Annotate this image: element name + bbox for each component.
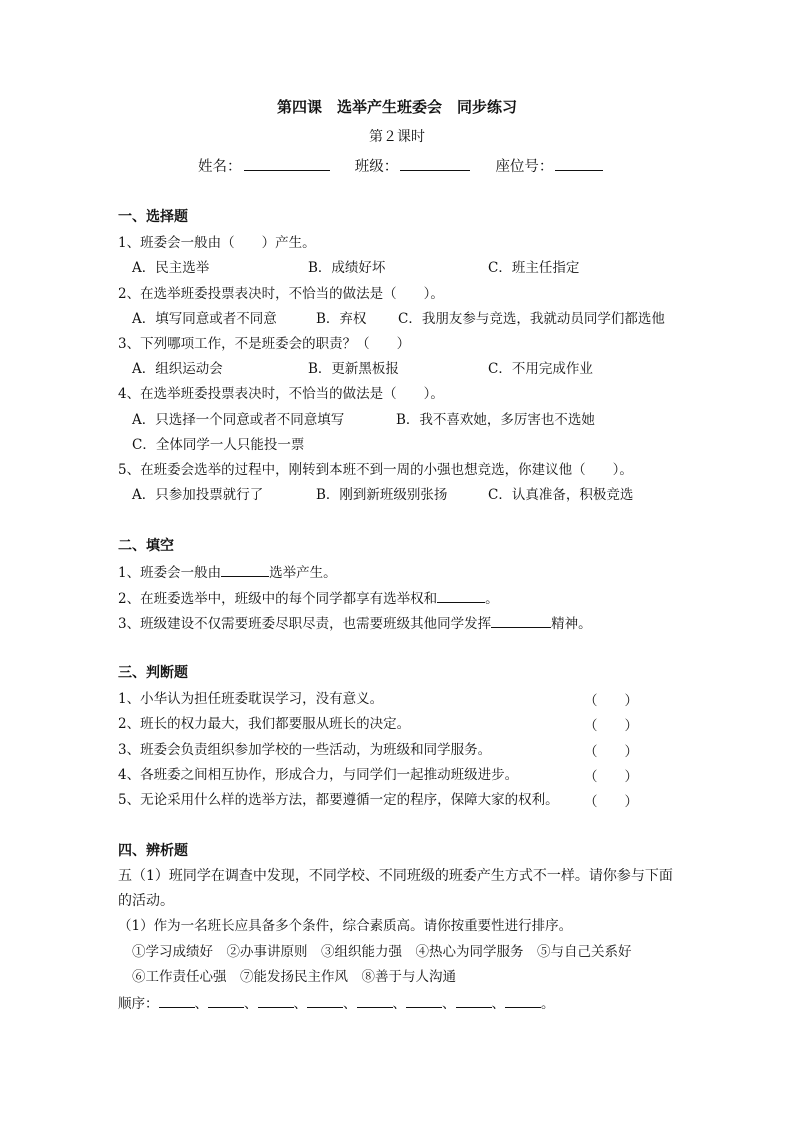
choice-q2-option-b[interactable]: B．弃权 (316, 311, 367, 327)
analysis-intro-line-2: 的活动。 (118, 893, 174, 909)
judge-q3-answer[interactable]: （ ） (584, 744, 638, 760)
judge-q5-answer[interactable]: （ ） (584, 794, 638, 810)
choice-question-4: 4、在选举班委投票表决时，不恰当的做法是（ ）。 (118, 386, 444, 402)
fill-q2-text-a: 2、在班委选举中，班级中的每个同学都享有选举权和 (118, 591, 438, 607)
seat-blank[interactable] (555, 154, 603, 171)
judge-q2-answer[interactable]: （ ） (584, 718, 638, 734)
analysis-order-row (118, 993, 555, 1014)
judge-question-3: 3、班委会负责组织参加学校的一些活动，为班级和同学服务。 (118, 742, 492, 758)
choice-question-1: 1、班委会一般由（ ）产生。 (118, 235, 316, 251)
fill-q2-text-b: 。 (485, 591, 499, 607)
choice-question-3: 3、下列哪项工作，不是班委会的职责？（ ） (118, 336, 411, 352)
choice-q3-option-c[interactable]: C．不用完成作业 (488, 361, 593, 377)
analysis-question-1: （1）作为一名班长应具备多个条件，综合素质高。请你按重要性进行排序。 (118, 918, 573, 934)
order-separator: 、 (442, 996, 456, 1012)
fill-q3-text-a: 3、班级建设不仅需要班委尽职尽责，也需要班级其他同学发挥 (118, 616, 492, 632)
analysis-items-line-1: ①学习成绩好 ②办事讲原则 ③组织能力强 ④热心为同学服务 ⑤与自己关系好 (132, 944, 632, 960)
fill-q2-blank[interactable] (437, 588, 485, 603)
order-blank-6[interactable] (406, 993, 442, 1008)
judge-q4-answer[interactable]: （ ） (584, 769, 638, 785)
order-separator: 、 (244, 996, 258, 1012)
choice-question-2: 2、在选举班委投票表决时，不恰当的做法是（ ）。 (118, 286, 444, 302)
class-label: 班级： (354, 159, 399, 175)
order-separator: 、 (293, 996, 307, 1012)
choice-q5-option-c[interactable]: C．认真准备，积极竞选 (488, 487, 634, 503)
choice-q4-option-c[interactable]: C．全体同学一人只能投一票 (132, 437, 305, 453)
section-judge-heading: 三、判断题 (118, 665, 188, 681)
section-choice-heading: 一、选择题 (118, 209, 188, 225)
choice-q4-option-a[interactable]: A．只选择一个同意或者不同意填写 (132, 412, 345, 428)
judge-question-2: 2、班长的权力最大，我们都要服从班长的决定。 (118, 716, 411, 732)
order-separator: 、 (491, 996, 505, 1012)
order-label: 顺序： (118, 996, 159, 1012)
order-blank-3[interactable] (258, 993, 294, 1008)
choice-q1-option-a[interactable]: A．民主选举 (132, 260, 210, 276)
order-blank-4[interactable] (307, 993, 343, 1008)
fill-q1-text-b: 选举产生。 (269, 565, 337, 581)
choice-q4-option-b[interactable]: B．我不喜欢她，多厉害也不选她 (396, 412, 595, 428)
order-separator: 、 (343, 996, 357, 1012)
choice-q3-option-b[interactable]: B．更新黑板报 (308, 361, 399, 377)
choice-q2-option-c[interactable]: C．我朋友参与竞选，我就动员同学们都选他 (398, 311, 665, 327)
judge-q1-answer[interactable]: （ ） (584, 693, 638, 709)
fill-question-3 (118, 613, 592, 634)
fill-question-1 (118, 562, 337, 583)
order-blank-5[interactable] (357, 993, 393, 1008)
choice-q1-option-c[interactable]: C．班主任指定 (488, 260, 580, 276)
analysis-intro-line-1: 五（1）班同学在调查中发现，不同学校、不同班级的班委产生方式不一样。请你参与下面 (118, 868, 673, 884)
choice-q5-option-b[interactable]: B．刚到新班级别张扬 (316, 487, 448, 503)
page-title: 第四课 选举产生班委会 同步练习 (276, 98, 517, 116)
order-blank-7[interactable] (456, 993, 492, 1008)
order-end: 。 (541, 996, 555, 1012)
name-blank[interactable] (244, 154, 330, 171)
class-blank[interactable] (400, 154, 470, 171)
seat-label: 座位号： (495, 159, 554, 175)
order-blank-8[interactable] (505, 993, 541, 1008)
judge-question-5: 5、无论采用什么样的选举方法，都要遵循一定的程序，保障大家的权利。 (118, 792, 559, 808)
page-subtitle: 第２课时 (369, 129, 425, 145)
choice-q1-option-b[interactable]: B．成绩好坏 (308, 260, 386, 276)
order-blank-2[interactable] (208, 993, 244, 1008)
judge-question-1: 1、小华认为担任班委耽误学习，没有意义。 (118, 691, 384, 707)
section-fill-heading: 二、填空 (118, 538, 174, 554)
judge-question-4: 4、各班委之间相互协作，形成合力，与同学们一起推动班级进步。 (118, 767, 519, 783)
fill-q3-blank[interactable] (491, 613, 551, 628)
section-analysis-heading: 四、辨析题 (118, 843, 188, 859)
order-blank-1[interactable] (159, 993, 195, 1008)
fill-q1-text-a: 1、班委会一般由 (118, 565, 222, 581)
choice-question-5: 5、在班委会选举的过程中，刚转到本班不到一周的小强也想竞选，你建议他（ ）。 (118, 462, 633, 478)
analysis-items-line-2: ⑥工作责任心强 ⑦能发扬民主作风 ⑧善于与人沟通 (132, 969, 456, 985)
choice-q2-option-a[interactable]: A．填写同意或者不同意 (132, 311, 277, 327)
student-info-row (198, 154, 605, 176)
fill-q3-text-b: 精神。 (551, 616, 592, 632)
choice-q3-option-a[interactable]: A．组织运动会 (132, 361, 223, 377)
name-label: 姓名： (198, 159, 242, 175)
fill-question-2 (118, 588, 499, 609)
order-separator: 、 (392, 996, 406, 1012)
fill-q1-blank[interactable] (221, 562, 269, 577)
order-separator: 、 (194, 996, 208, 1012)
choice-q5-option-a[interactable]: A．只参加投票就行了 (132, 487, 264, 503)
